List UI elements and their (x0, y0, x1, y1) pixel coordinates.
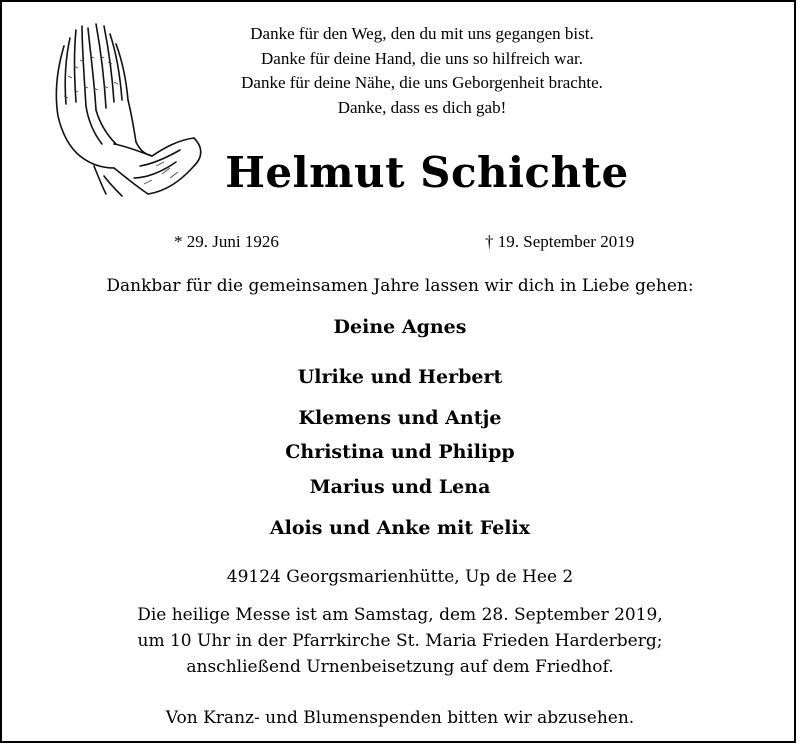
family-member: Christina und Philipp (285, 441, 515, 463)
mass-line: anschließend Urnenbeisetzung auf dem Friedhof. (186, 657, 614, 677)
poem-line: Danke für deine Hand, die uns so hilfreich war. (261, 48, 583, 68)
mass-line: um 10 Uhr in der Pfarrkirche St. Maria Frieden Harderberg; (137, 631, 663, 651)
family-member: Ulrike und Herbert (297, 366, 503, 388)
death-date: † 19. September 2019 (485, 232, 635, 251)
birth-date: * 29. Juni 1926 (174, 232, 279, 251)
deceased-name: Helmut Schichte (225, 148, 629, 197)
address: 49124 Georgsmarienhütte, Up de Hee 2 (226, 567, 574, 587)
poem-line: Danke für deine Nähe, die uns Geborgenheit brachte. (241, 73, 603, 92)
closing-note: Von Kranz- und Blumenspenden bitten wir abzusehen. (165, 708, 635, 728)
mass-info (2, 602, 798, 680)
family-member: Marius und Lena (309, 476, 491, 498)
poem-line: Danke für den Weg, den du mit uns gegangen bist. (250, 24, 594, 43)
mass-line: Die heilige Messe ist am Samstag, dem 28. September 2019, (137, 605, 663, 625)
family-member: Alois und Anke mit Felix (269, 517, 531, 539)
family-member: Klemens und Antje (298, 407, 502, 429)
poem-line: Danke, dass es dich gab! (337, 97, 507, 117)
intro-text: Dankbar für die gemeinsamen Jahre lassen wir dich in Liebe gehen: (106, 276, 694, 296)
family-member: Deine Agnes (333, 316, 467, 338)
poem (182, 22, 662, 120)
